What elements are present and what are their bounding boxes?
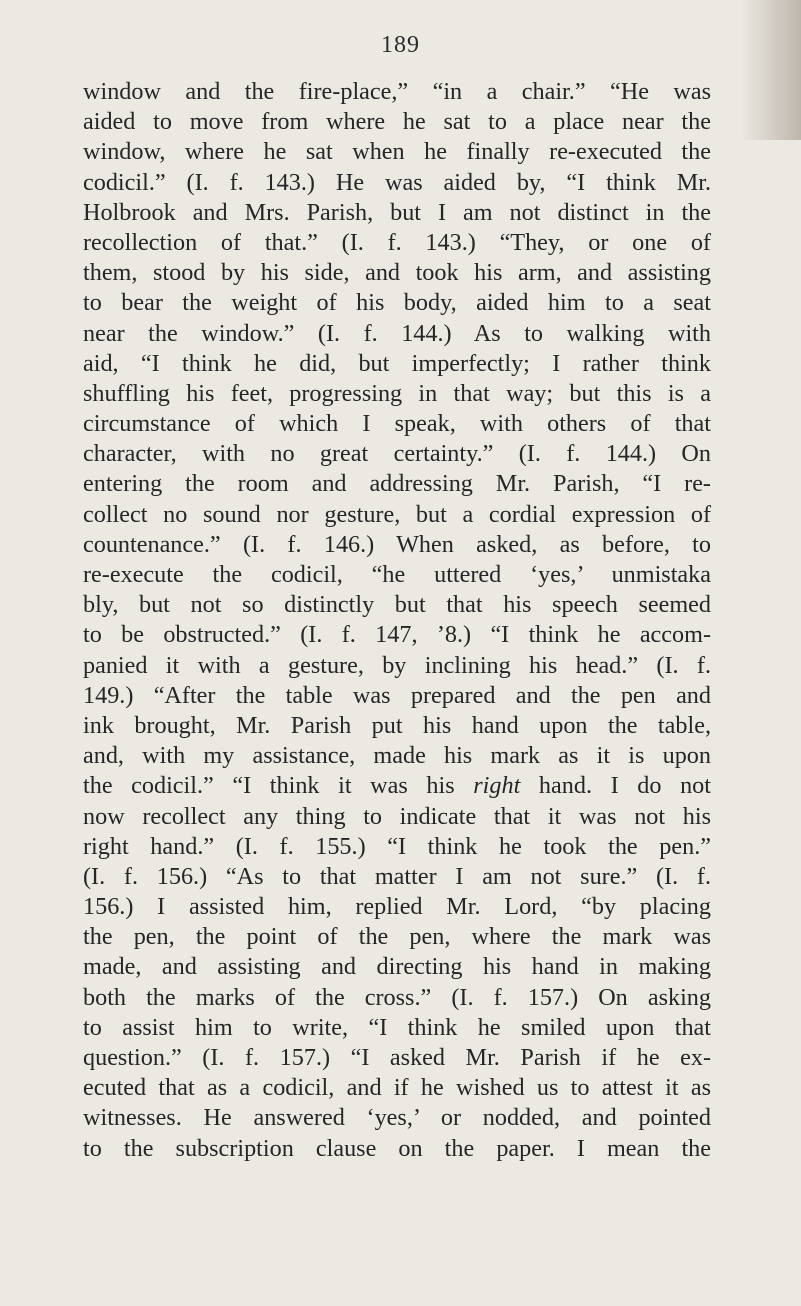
text-line: collect no sound nor gesture, but a cordial expression of bbox=[83, 500, 711, 528]
text-line: near the window.” (I. f. 144.) As to walking with bbox=[83, 319, 711, 347]
text-line: circumstance of which I speak, with others of that bbox=[83, 410, 711, 438]
italic-word: right bbox=[473, 772, 521, 800]
text-line: Holbrook and Mrs. Parish, but I am not distinct in the bbox=[83, 198, 711, 226]
page-edge-shadow bbox=[741, 0, 801, 140]
body-text bbox=[83, 77, 711, 1164]
text-line: shuffling his feet, progressing in that way; but this is a bbox=[83, 379, 711, 407]
text-line: 156.) I assisted him, replied Mr. Lord, “by placing bbox=[83, 893, 711, 921]
text-line bbox=[83, 771, 711, 801]
text-line: the pen, the point of the pen, where the mark was bbox=[83, 923, 711, 951]
text-line: aided to move from where he sat to a place near the bbox=[83, 108, 711, 136]
text-line: and, with my assistance, made his mark as it is upon bbox=[83, 742, 711, 770]
text-line: to the subscription clause on the paper. I mean the bbox=[83, 1134, 711, 1162]
text-line: now recollect any thing to indicate that it was not his bbox=[83, 802, 711, 830]
text-line: 149.) “After the table was prepared and the pen and bbox=[83, 681, 711, 709]
text-line: countenance.” (I. f. 146.) When asked, as before, to bbox=[83, 530, 711, 558]
text-line: question.” (I. f. 157.) “I asked Mr. Parish if he ex- bbox=[83, 1044, 711, 1071]
text-line: panied it with a gesture, by inclining his head.” (I. f. bbox=[83, 651, 711, 679]
text-line: made, and assisting and directing his hand in making bbox=[83, 953, 711, 981]
text-line: to be obstructed.” (I. f. 147, ’8.) “I think he accom- bbox=[83, 621, 711, 649]
text-line: (I. f. 156.) “As to that matter I am not sure.” (I. f. bbox=[83, 862, 711, 890]
text-line: entering the room and addressing Mr. Parish, “I re- bbox=[83, 470, 711, 498]
text-line: re-execute the codicil, “he uttered ‘yes,’ unmistaka bbox=[83, 561, 711, 588]
text-line: witnesses. He answered ‘yes,’ or nodded, and pointed bbox=[83, 1104, 711, 1132]
text-line: to bear the weight of his body, aided him to a seat bbox=[83, 289, 711, 317]
text-line: window, where he sat when he finally re-executed the bbox=[83, 138, 711, 166]
text-line: ecuted that as a codicil, and if he wished us to attest it as bbox=[83, 1074, 711, 1102]
text-line: both the marks of the cross.” (I. f. 157.) On asking bbox=[83, 983, 711, 1011]
text-line: bly, but not so distinctly but that his speech seemed bbox=[83, 591, 711, 619]
text-line: ink brought, Mr. Parish put his hand upon the table, bbox=[83, 711, 711, 739]
text-line: right hand.” (I. f. 155.) “I think he took the pen.” bbox=[83, 832, 711, 860]
page-number: 189 bbox=[381, 32, 420, 58]
text-segment: hand. I do not bbox=[520, 772, 711, 800]
text-segment: the codicil.” “I think it was his bbox=[83, 772, 474, 800]
text-line: character, with no great certainty.” (I. f. 144.) On bbox=[83, 440, 711, 468]
text-line: recollection of that.” (I. f. 143.) “They, or one of bbox=[83, 228, 711, 256]
text-line: to assist him to write, “I think he smiled upon that bbox=[83, 1013, 711, 1041]
text-line: codicil.” (I. f. 143.) He was aided by, “I think Mr. bbox=[83, 168, 711, 196]
text-line: window and the fire-place,” “in a chair.” “He was bbox=[83, 78, 711, 105]
text-line: aid, “I think he did, but imperfectly; I rather think bbox=[83, 349, 711, 377]
text-line: them, stood by his side, and took his arm, and assisting bbox=[83, 259, 711, 287]
